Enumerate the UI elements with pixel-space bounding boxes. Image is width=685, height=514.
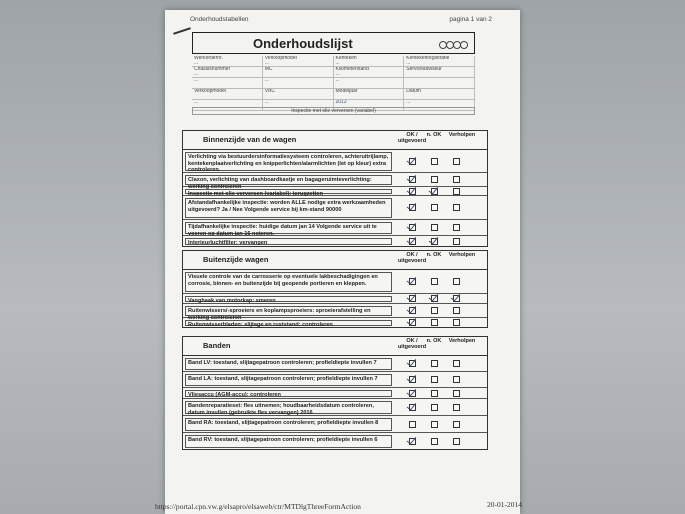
info-value: ... (194, 71, 199, 77)
checkbox-nok[interactable] (431, 238, 438, 245)
checkbox-fixed[interactable] (453, 224, 460, 231)
checkbox-nok[interactable] (431, 390, 438, 397)
checkbox-fixed[interactable] (453, 238, 460, 245)
checkbox-nok[interactable] (431, 376, 438, 383)
checkbox-ok[interactable] (409, 360, 416, 367)
checkbox-fixed[interactable] (453, 438, 460, 445)
checklist-item-label: Tijdafhankelijke inspectie: huidige datum jan 14 Volgende service uit te voeren op datum jan 16 noteren. (185, 222, 392, 234)
checkbox-fixed[interactable] (453, 421, 460, 428)
checkbox-ok[interactable] (409, 278, 416, 285)
info-label: Modeljaar (335, 89, 358, 94)
footer-url: https://portal.cpn.vw.g/elsapro/elsaweb/ctr/MTDlgThreeFormAction (155, 502, 361, 511)
info-value: ... (406, 100, 411, 105)
checkbox-fixed[interactable] (453, 158, 460, 165)
info-row (192, 89, 475, 100)
column-header-fixed: Verholpen (448, 132, 476, 138)
checkbox-ok[interactable] (409, 295, 416, 302)
column-header-ok: OK / uitgevoerd (397, 338, 427, 350)
section-exterior (182, 250, 488, 328)
checkbox-nok[interactable] (431, 278, 438, 285)
column-header-nok: n. OK (426, 132, 442, 138)
column-header-ok: OK / uitgevoerd (397, 132, 427, 144)
info-value: ... (194, 100, 199, 105)
checklist-item-label: Interieurluchtfilter: vervangen (185, 238, 392, 245)
info-value: ... (335, 71, 340, 77)
checklist-row (183, 433, 487, 449)
info-value: ... (264, 100, 269, 105)
section-header (183, 131, 487, 150)
inspection-type-bar: Inspectie met olie verversen (variabel) (192, 107, 475, 115)
info-cell (404, 67, 475, 77)
info-cell (263, 78, 334, 88)
info-cell (404, 56, 475, 66)
footer-date: 20-01-2014 (487, 500, 522, 509)
checklist-item-label: Afstandafhankelijke inspectie: worden ALLE nodige extra werkzaamheden uitgevoerd? Ja / Nee Volgende service bij km-stand 90000 (185, 198, 392, 218)
checkbox-ok[interactable] (409, 319, 416, 326)
checklist-item-label: Ruitenwisserbladen: slijtage en ruststand: controleren (185, 320, 392, 326)
checklist-row (183, 294, 487, 304)
section-title: Binnenzijde van de wagen (203, 135, 297, 144)
info-value: ... (335, 78, 340, 83)
section-header (183, 251, 487, 270)
checklist-row (183, 220, 487, 236)
checkbox-ok[interactable] (409, 376, 416, 383)
info-cell (263, 56, 334, 66)
checkbox-ok[interactable] (409, 404, 416, 411)
checkbox-nok[interactable] (431, 188, 438, 195)
info-value: ... (264, 60, 269, 66)
info-label: Datum (406, 89, 421, 94)
checklist-row (183, 173, 487, 190)
checklist-row (183, 187, 487, 196)
checklist-row (183, 150, 487, 173)
pen-mark (173, 27, 191, 34)
section-tires (182, 336, 488, 450)
checklist-row (183, 236, 487, 246)
checkbox-nok[interactable] (431, 224, 438, 231)
checkbox-ok[interactable] (409, 421, 416, 428)
checkbox-fixed[interactable] (453, 204, 460, 211)
checklist-item-label: Inspectie met olie verversen (variabel): terugzetten (185, 189, 392, 194)
info-value: 2012 (335, 100, 347, 105)
checkbox-ok[interactable] (409, 176, 416, 183)
info-cell (334, 78, 405, 88)
info-value: ... (264, 78, 269, 83)
column-header-fixed: Verholpen (448, 338, 476, 344)
info-label: Serviceadviseur (406, 67, 442, 72)
column-header-nok: n. OK (426, 252, 442, 258)
checklist-row (183, 356, 487, 372)
checkbox-nok[interactable] (431, 204, 438, 211)
checkbox-fixed[interactable] (453, 295, 460, 302)
header-left: Onderhoudstabellen (190, 16, 249, 23)
checkbox-fixed[interactable] (453, 404, 460, 411)
checklist-row (183, 388, 487, 399)
info-label: Chassisnummer (194, 67, 231, 72)
checkbox-nok[interactable] (431, 295, 438, 302)
info-value: ... (194, 78, 199, 83)
section-interior (182, 130, 488, 247)
info-row (192, 56, 475, 67)
checkbox-ok[interactable] (409, 158, 416, 165)
info-label: MC (264, 67, 273, 72)
checkbox-nok[interactable] (431, 158, 438, 165)
info-cell (404, 78, 475, 88)
column-header-fixed: Verholpen (448, 252, 476, 258)
checkbox-ok[interactable] (409, 238, 416, 245)
info-value: ... (406, 60, 411, 66)
checkbox-ok[interactable] (409, 188, 416, 195)
info-cell (334, 67, 405, 77)
column-header-ok: OK / uitgevoerd (397, 252, 427, 264)
checkbox-fixed[interactable] (453, 360, 460, 367)
checkbox-fixed[interactable] (453, 176, 460, 183)
checklist-row (183, 372, 487, 388)
checklist-row (183, 270, 487, 294)
checkbox-ok[interactable] (409, 390, 416, 397)
checklist-item-label: Verlichting via bestuurdersinformatiesysteem controleren, achteruitrijlamp, kentekenplaatverlichting en knipperlichten/alarmlichten (let op kleur) extra controleren. (185, 152, 392, 171)
checkbox-fixed[interactable] (453, 390, 460, 397)
header-page-number: pagina 1 van 2 (449, 16, 492, 23)
checkbox-nok[interactable] (431, 307, 438, 314)
checklist-row (183, 399, 487, 416)
checkbox-nok[interactable] (431, 421, 438, 428)
info-label: Werkordernr. (194, 56, 223, 61)
checklist-item-label: Band RA: toestand, slijtagepatroon controleren; profieldiepte invullen 8 (185, 418, 392, 431)
checkbox-ok[interactable] (409, 307, 416, 314)
checkbox-fixed[interactable] (453, 278, 460, 285)
checkbox-ok[interactable] (409, 224, 416, 231)
checklist-row (183, 304, 487, 321)
checkbox-fixed[interactable] (453, 319, 460, 326)
info-label: Kentekenregistratie (406, 56, 450, 61)
checkbox-fixed[interactable] (453, 307, 460, 314)
section-header (183, 337, 487, 356)
info-row (192, 78, 475, 89)
checklist-item-label: Band LV: toestand, slijtagepatroon controleren; profieldiepte invullen 7 (185, 358, 392, 370)
section-title: Banden (203, 341, 231, 350)
info-cell (404, 89, 475, 99)
maintenance-sheet (155, 10, 522, 514)
info-value: ... (335, 60, 340, 66)
info-row (192, 67, 475, 78)
info-label: Verkoopmodel (264, 56, 297, 61)
title-box (192, 32, 475, 54)
page-title: Onderhoudslijst (253, 36, 353, 51)
info-cell (192, 56, 263, 66)
info-label: Verkoopmodel (194, 89, 226, 94)
info-cell (334, 89, 405, 99)
checklist-item-label: Visuele controle van de carrosserie op eventuele lakbeschadigingen en corrosie, binnen- en buitenzijde bij geopende portieren en kleppen. (185, 272, 392, 292)
checklist-item-label: Band RV: toestand, slijtagepatroon controleren; profieldiepte invullen 6 (185, 435, 392, 448)
checkbox-nok[interactable] (431, 438, 438, 445)
section-title: Buitenzijde wagen (203, 255, 269, 264)
info-cell (263, 67, 334, 77)
checklist-row (183, 318, 487, 327)
checkbox-fixed[interactable] (453, 376, 460, 383)
checklist-item-label: Vliesaccu (AGM-accu): controleren (185, 390, 392, 397)
checklist-item-label: Bandenreparatieset: fles uitnemen; houdbaarheidsdatum controleren, datum invullen (gebruikte fles vervangen) 2016 (185, 401, 392, 414)
vehicle-info-grid (192, 56, 475, 111)
checklist-row (183, 416, 487, 433)
checklist-item-label: Band LA: toestand, slijtagepatroon controleren; profieldiepte invullen 7 (185, 374, 392, 386)
checklist-item-label: Claxon, verlichting van dashboardkastje en bagageruimteverlichting: werking controleren (185, 175, 392, 185)
checklist-row (183, 196, 487, 220)
info-cell (192, 89, 263, 99)
checkbox-nok[interactable] (431, 176, 438, 183)
rings-logo-icon (440, 41, 468, 49)
checkbox-ok[interactable] (409, 438, 416, 445)
info-cell (334, 56, 405, 66)
checkbox-nok[interactable] (431, 319, 438, 326)
info-cell (192, 78, 263, 88)
checkbox-nok[interactable] (431, 360, 438, 367)
column-header-nok: n. OK (426, 338, 442, 344)
checklist-item-label: Vanghaak van motorkap: smeren (185, 296, 392, 302)
checkbox-nok[interactable] (431, 404, 438, 411)
checkbox-ok[interactable] (409, 204, 416, 211)
info-cell (263, 89, 334, 99)
info-value: ... (194, 60, 199, 66)
info-label: Kenteken (335, 56, 357, 61)
info-label: VBC (264, 89, 276, 94)
checkbox-fixed[interactable] (453, 188, 460, 195)
info-cell (192, 67, 263, 77)
checklist-item-label: Ruitenwissers/-sproeiers en koplampsproeiers: sproeierafstelling en werking controleren (185, 306, 392, 316)
info-label: Kilometerstand (335, 67, 369, 72)
